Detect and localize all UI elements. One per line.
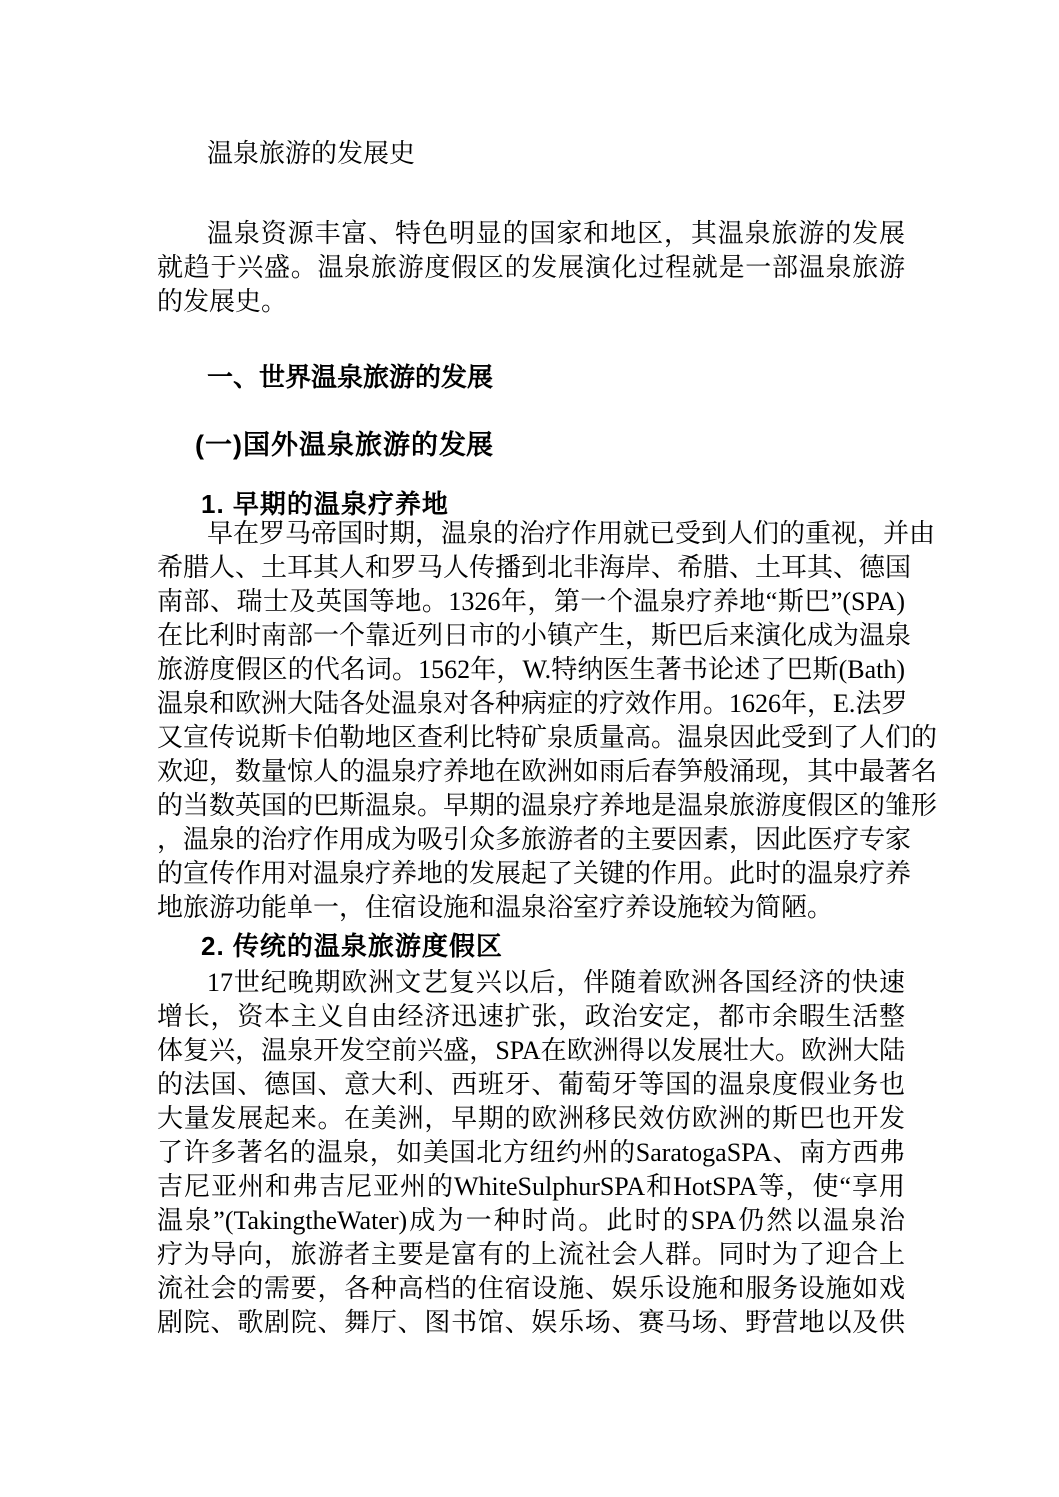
paragraph-early-spa-resorts <box>157 517 938 925</box>
text-line: 17世纪晚期欧洲文艺复兴以后，伴随着欧洲各国经济的快速 <box>207 968 905 997</box>
text-line: 温泉资源丰富、特色明显的国家和地区，其温泉旅游的发展 <box>207 219 905 248</box>
intro-paragraph <box>157 217 905 319</box>
text-line: 的发展史。 <box>157 287 288 316</box>
text-line: 就趋于兴盛。温泉旅游度假区的发展演化过程就是一部温泉旅游 <box>157 253 905 282</box>
text-line: 早在罗马帝国时期，温泉的治疗作用就已受到人们的重视，并由 <box>207 519 936 548</box>
document-title: 温泉旅游的发展史 <box>207 139 416 168</box>
text-line: 欢迎，数量惊人的温泉疗养地在欧洲如雨后春笋般涌现，其中最著名 <box>157 757 938 786</box>
text-line: 南部、瑞士及英国等地。1326年，第一个温泉疗养地“斯巴”(SPA) <box>157 587 905 616</box>
text-line: 疗为导向，旅游者主要是富有的上流社会人群。同时为了迎合上 <box>157 1240 905 1269</box>
text-line: 的法国、德国、意大利、西班牙、葡萄牙等国的温泉度假业务也 <box>157 1070 905 1099</box>
text-line: 旅游度假区的代名词。1562年，W.特纳医生著书论述了巴斯(Bath) <box>157 655 905 684</box>
text-line: 的当数英国的巴斯温泉。早期的温泉疗养地是温泉旅游度假区的雏形 <box>157 791 938 820</box>
text-line: 了许多著名的温泉，如美国北方纽约州的SaratogaSPA、南方西弗 <box>157 1138 905 1167</box>
subsection-heading-foreign-hot-spring-tourism <box>157 427 905 463</box>
text-line: 地旅游功能单一，住宿设施和温泉浴室疗养设施较为简陋。 <box>157 893 834 922</box>
item-heading-early-spa-resorts: 1. 早期的温泉疗养地 <box>201 489 449 519</box>
text-line: 体复兴，温泉开发空前兴盛，SPA在欧洲得以发展壮大。欧洲大陆 <box>157 1036 905 1065</box>
subsection-heading-tail: 发展 <box>438 430 493 460</box>
text-line: 流社会的需要，各种高档的住宿设施、娱乐设施和服务设施如戏 <box>157 1274 905 1303</box>
text-line: 增长，资本主义自由经济迅速扩张，政治安定，都市余暇生活整 <box>157 1002 905 1031</box>
text-line: 希腊人、土耳其人和罗马人传播到北非海岸、希腊、土耳其、德国 <box>157 553 912 582</box>
subsection-heading-emphasis: (一)国外温泉旅游的 <box>195 430 439 460</box>
text-line: 在比利时南部一个靠近列日市的小镇产生，斯巴后来演化成为温泉 <box>157 621 912 650</box>
text-line: 剧院、歌剧院、舞厅、图书馆、娱乐场、赛马场、野营地以及供 <box>157 1308 905 1337</box>
text-line: ，温泉的治疗作用成为吸引众多旅游者的主要因素，因此医疗专家 <box>157 825 912 854</box>
item-heading-traditional-spa-resorts: 2. 传统的温泉旅游度假区 <box>201 931 503 961</box>
text-line: 的宣传作用对温泉疗养地的发展起了关键的作用。此时的温泉疗养 <box>157 859 912 888</box>
text-line: 温泉和欧洲大陆各处温泉对各种病症的疗效作用。1626年，E.法罗 <box>157 689 908 718</box>
text-line: 又宣传说斯卡伯勒地区查利比特矿泉质量高。温泉因此受到了人们的 <box>157 723 938 752</box>
text-line: 吉尼亚州和弗吉尼亚州的WhiteSulphurSPA和HotSPA等，使“享用 <box>157 1172 905 1201</box>
section-heading-world-hot-spring-tourism: 一、世界温泉旅游的发展 <box>207 363 494 392</box>
text-line: 大量发展起来。在美洲，早期的欧洲移民效仿欧洲的斯巴也开发 <box>157 1104 905 1133</box>
paragraph-traditional-spa-resorts <box>157 966 905 1340</box>
text-line: 温泉”(TakingtheWater)成为一种时尚。此时的SPA仍然以温泉治 <box>157 1206 905 1235</box>
